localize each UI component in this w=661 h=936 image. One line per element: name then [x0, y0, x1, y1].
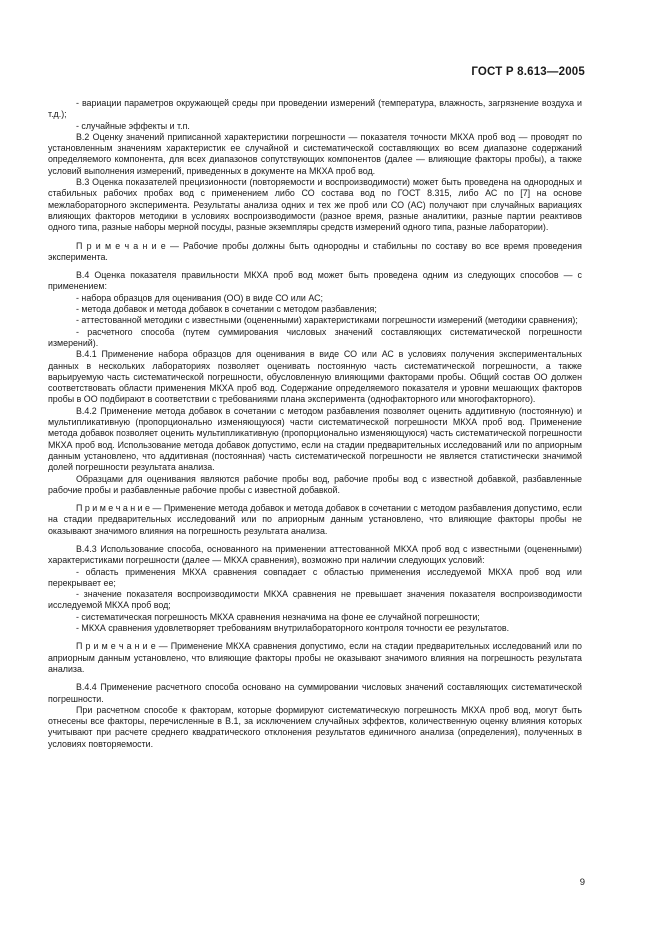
- page-header: ГОСТ Р 8.613—2005: [471, 66, 585, 78]
- list-item-scope-match: - область применения МКХА сравнения совпадает с областью применения исследуемой МКХА проб вод или перекрывает ее;: [48, 566, 582, 588]
- list-item-calculation-method: - расчетного способа (путем суммирования числовых значений составляющих систематической погрешности измерений).: [48, 326, 582, 348]
- note-b4-2: П р и м е ч а н и е — Применение метода добавок и метода добавок в сочетании с методом разбавления допустимо, если на стадии предварительных исследований или по априорным данным установлено, что влияющие факторы пробы не оказывают значимого влияния на погрешность результата анализа.: [48, 503, 582, 536]
- clause-b4-2: В.4.2 Применение метода добавок в сочетании с методом разбавления позволяет оценить аддитивную (постоянную) и мультипликативную (пропорционально изменяющуюся) части систематической погрешности МКХА проб вод. Применение метода добавок позволяет оценить мультипликативную (пропорционально изменяющуюся) часть систематической погрешности МКХА проб вод. Использование метода добавок допустимо, если на стадии предварительных исследований или по априорным данным установлено, что аддитивная (постоянная) часть систематической погрешности не является статистически значимой долей погрешности результата анализа.: [48, 405, 582, 473]
- list-item-random-effects: - случайные эффекты и т.п.: [76, 120, 190, 131]
- clause-b3: В.3 Оценка показателей прецизионности (повторяемости и воспроизводимости) может быть проведена на однородных и стабильных рабочих пробах вод с применением либо СО состава вод по ГОСТ 8.315, либо АС по [7] на основе межлабораторного эксперимента. Результаты анализа одних и тех же проб или СО (АС) получают при случайных вариациях влияющих факторов методики в условиях воспроизводимости (разное время, разные аналитики, разные партии реактивов одного типа, разные наборы мерной посуды, разные экземпляры средств измерений одного типа, разные лаборатории).: [48, 177, 582, 233]
- clause-b4-2-samples: Образцами для оценивания являются рабочие пробы вод, рабочие пробы вод с известной добавкой, разбавленные рабочие пробы и разбавленные рабочие пробы с известной добавкой.: [48, 473, 582, 495]
- list-item-reference-method: - аттестованной методики с известными (оцененными) характеристиками погрешности измерений (методики сравнения);: [76, 315, 578, 326]
- list-item-internal-control: - МКХА сравнения удовлетворяет требованиям внутрилабораторного контроля точности ее результатов.: [76, 623, 510, 634]
- page-number: 9: [579, 877, 585, 888]
- list-item-reproducibility: - значение показателя воспроизводимости МКХА сравнения не превышает значения показателя воспроизводимости исследуемой МКХА проб вод;: [48, 589, 582, 611]
- list-item-additions-method: - метода добавок и метода добавок в сочетании с методом разбавления;: [76, 304, 377, 315]
- list-item-environment-variations: - вариации параметров окружающей среды при проведении измерений (температура, влажность, загрязнение воздуха и т.д.);: [48, 98, 582, 120]
- note-b3: П р и м е ч а н и е — Рабочие пробы должны быть однородны и стабильны по составу во все время проведения эксперимента.: [48, 240, 582, 262]
- clause-b4-3: В.4.3 Использование способа, основанного на применении аттестованной МКХА проб вод с известными (оцененными) характеристиками погрешности (далее — МКХА сравнения), возможно при наличии следующих условий:: [48, 543, 582, 566]
- clause-b4-1: В.4.1 Применение набора образцов для оценивания в виде СО или АС в условиях получения экспериментальных данных в нескольких лабораториях позволяет оценивать постоянную часть систематической погрешности, а также варьируемую часть систематической погрешности, обусловленную влияющими факторами пробы. Общий состав ОО должен соответствовать области применения МКХА проб вод. Содержание определяемого показателя и уровни мешающих факторов пробы в ОО подбирают в соответствии с требованиями плана эксперимента (однофакторного или многофакторного).: [48, 349, 582, 405]
- clause-b4-4-factors: При расчетном способе к факторам, которые формируют систематическую погрешность МКХА проб вод, могут быть отнесены все факторы, перечисленные в В.1, за исключением случайных эффектов, количественную оценку влияния которых учитывают при расчете среднего квадратического отклонения результатов единичного анализа (определения), полученных в условиях повторяемости.: [48, 704, 582, 749]
- note-b4-3: П р и м е ч а н и е — Применение МКХА сравнения допустимо, если на стадии предварительных исследований или по априорным данным установлено, что влияющие факторы пробы не оказывают значимого влияния на погрешность результата анализа.: [48, 641, 582, 674]
- clause-b4-4: В.4.4 Применение расчетного способа основано на суммировании числовых значений составляющих систематической погрешности.: [48, 682, 582, 704]
- clause-b4: В.4 Оценка показателя правильности МКХА проб вод может быть проведена одним из следующих способов — с применением:: [48, 270, 582, 292]
- list-item-systematic-error: - систематическая погрешность МКХА сравнения незначима на фоне ее случайной погрешности;: [76, 611, 480, 622]
- list-item-reference-samples: - набора образцов для оценивания (ОО) в виде СО или АС;: [76, 292, 323, 303]
- clause-b2: В.2 Оценку значений приписанной характеристики погрешности — показателя точности МКХА проб вод — проводят по установленным значениям характеристик ее случайной и систематической составляющих во всем диапазоне содержаний определяемого компонента, для всех диапазонов сопутствующих компонентов (далее — влияющие факторы пробы), а также условий выполнения измерений, приведенных в документе на МКХА проб вод.: [48, 131, 582, 176]
- document-body: [48, 98, 582, 750]
